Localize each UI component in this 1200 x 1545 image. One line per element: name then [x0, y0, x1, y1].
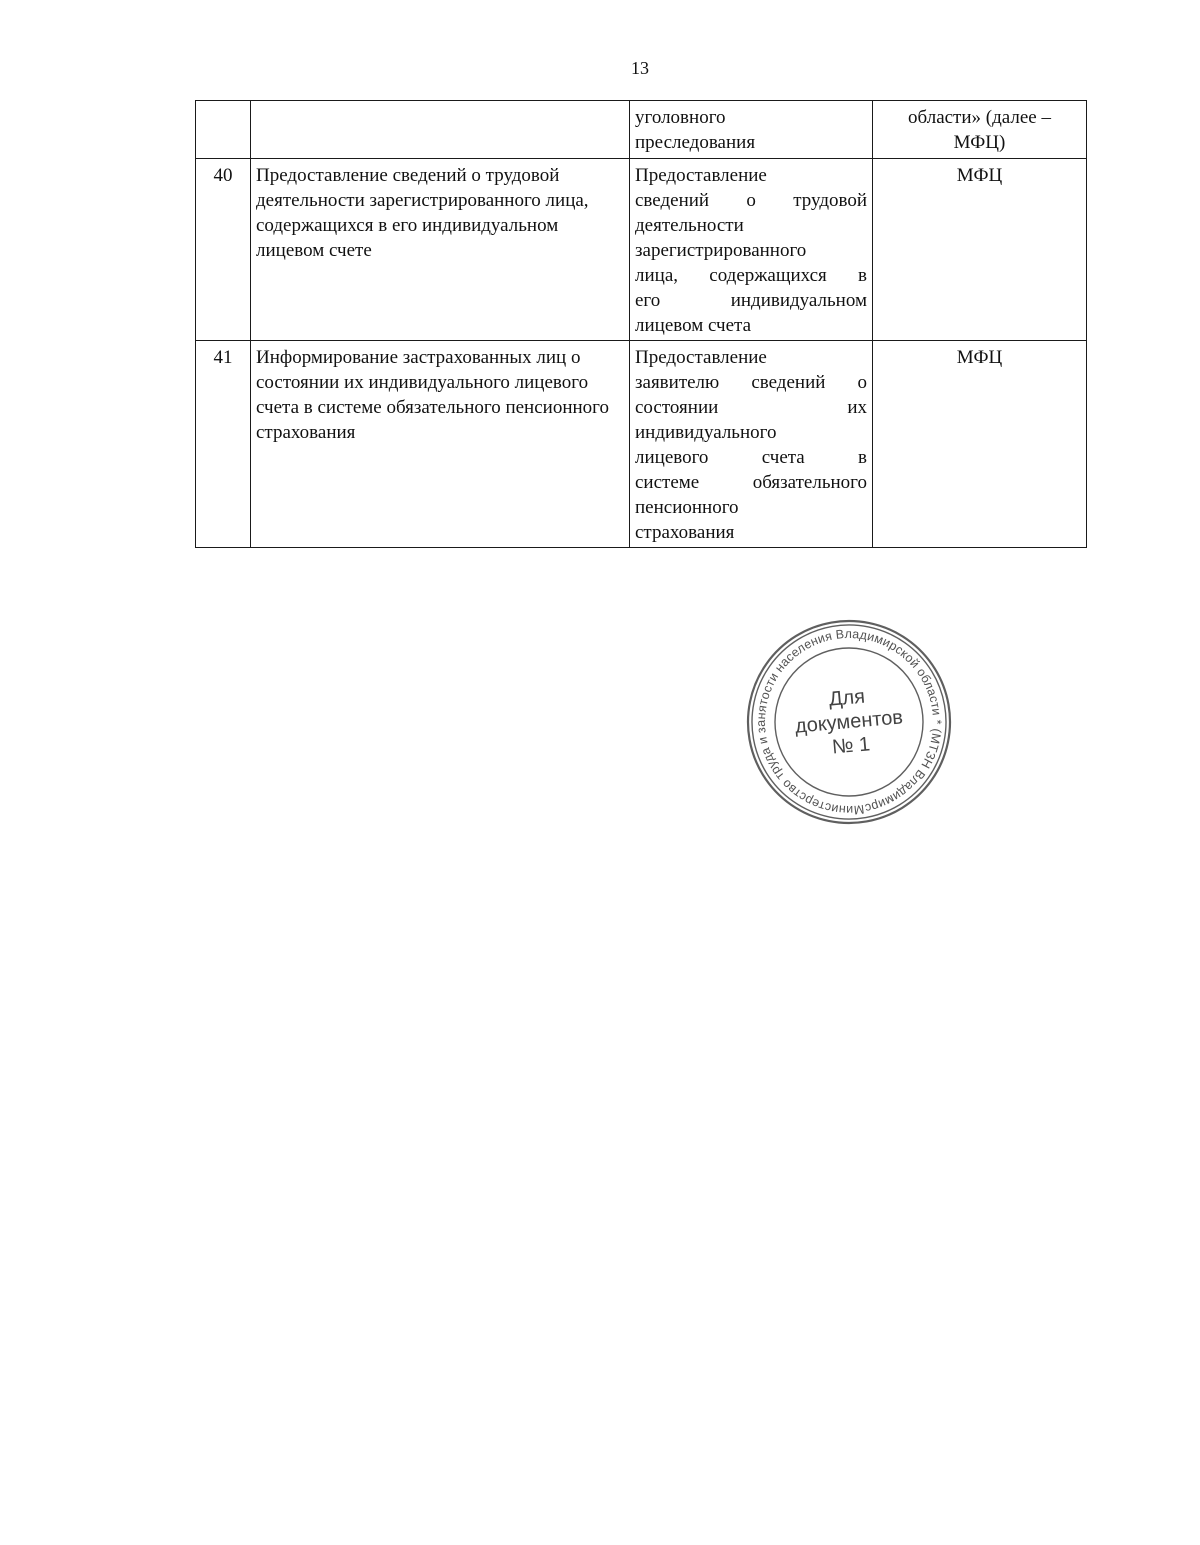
table-row [196, 159, 1087, 341]
service-result [630, 159, 873, 341]
service-result [630, 101, 873, 159]
stamp-ring-text: Министерство труда и занятости населения Владимирской области * (МТЗН Владимирской [753, 626, 945, 818]
result-line: индивидуального [635, 422, 777, 443]
service-name [251, 101, 630, 159]
service-place [873, 101, 1087, 159]
result-line: лицевого счета в [635, 447, 867, 468]
page-number: 13 [631, 58, 649, 78]
place-line: МФЦ [956, 347, 1003, 368]
row-number [196, 101, 251, 159]
services-table [195, 100, 1087, 548]
result-line: состоянии их [635, 397, 867, 418]
result-line: преследования [635, 132, 756, 153]
result-line: Предоставление [635, 165, 767, 186]
stamp-center-line: документов [794, 706, 904, 738]
result-line: сведений о трудовой [635, 190, 867, 211]
service-place [873, 159, 1087, 341]
service-result [630, 341, 873, 548]
result-line: Предоставление [635, 347, 767, 368]
result-line: системе обязательного [635, 472, 867, 493]
result-line: лицевом счета [635, 315, 752, 336]
result-line: пенсионного [635, 497, 739, 518]
place-line: МФЦ) [953, 132, 1006, 153]
result-line: уголовного [635, 107, 726, 128]
row-number: 40 [196, 159, 251, 341]
place-line: МФЦ [956, 165, 1003, 186]
stamp-center-line: № 1 [831, 733, 872, 759]
result-line: зарегистрированного [635, 240, 807, 261]
result-line: его индивидуальном [635, 290, 867, 311]
row-number: 41 [196, 341, 251, 548]
table-row [196, 341, 1087, 548]
result-line: лица, содержащихся в [635, 265, 867, 286]
place-line: области» (далее – [908, 107, 1051, 128]
official-stamp [745, 618, 953, 826]
service-name: Информирование застрахованных лиц о состоянии их индивидуального лицевого счета в системе обязательного пенсионного страхования [251, 341, 630, 548]
stamp-center-line: Для [827, 685, 866, 711]
table-row [196, 101, 1087, 159]
service-place [873, 341, 1087, 548]
result-line: заявителю сведений о [635, 372, 867, 393]
service-name: Предоставление сведений о трудовой деятельности зарегистрированного лица, содержащихся в его индивидуальном лицевом счете [251, 159, 630, 341]
result-line: деятельности [635, 215, 744, 236]
result-line: страхования [635, 522, 735, 543]
